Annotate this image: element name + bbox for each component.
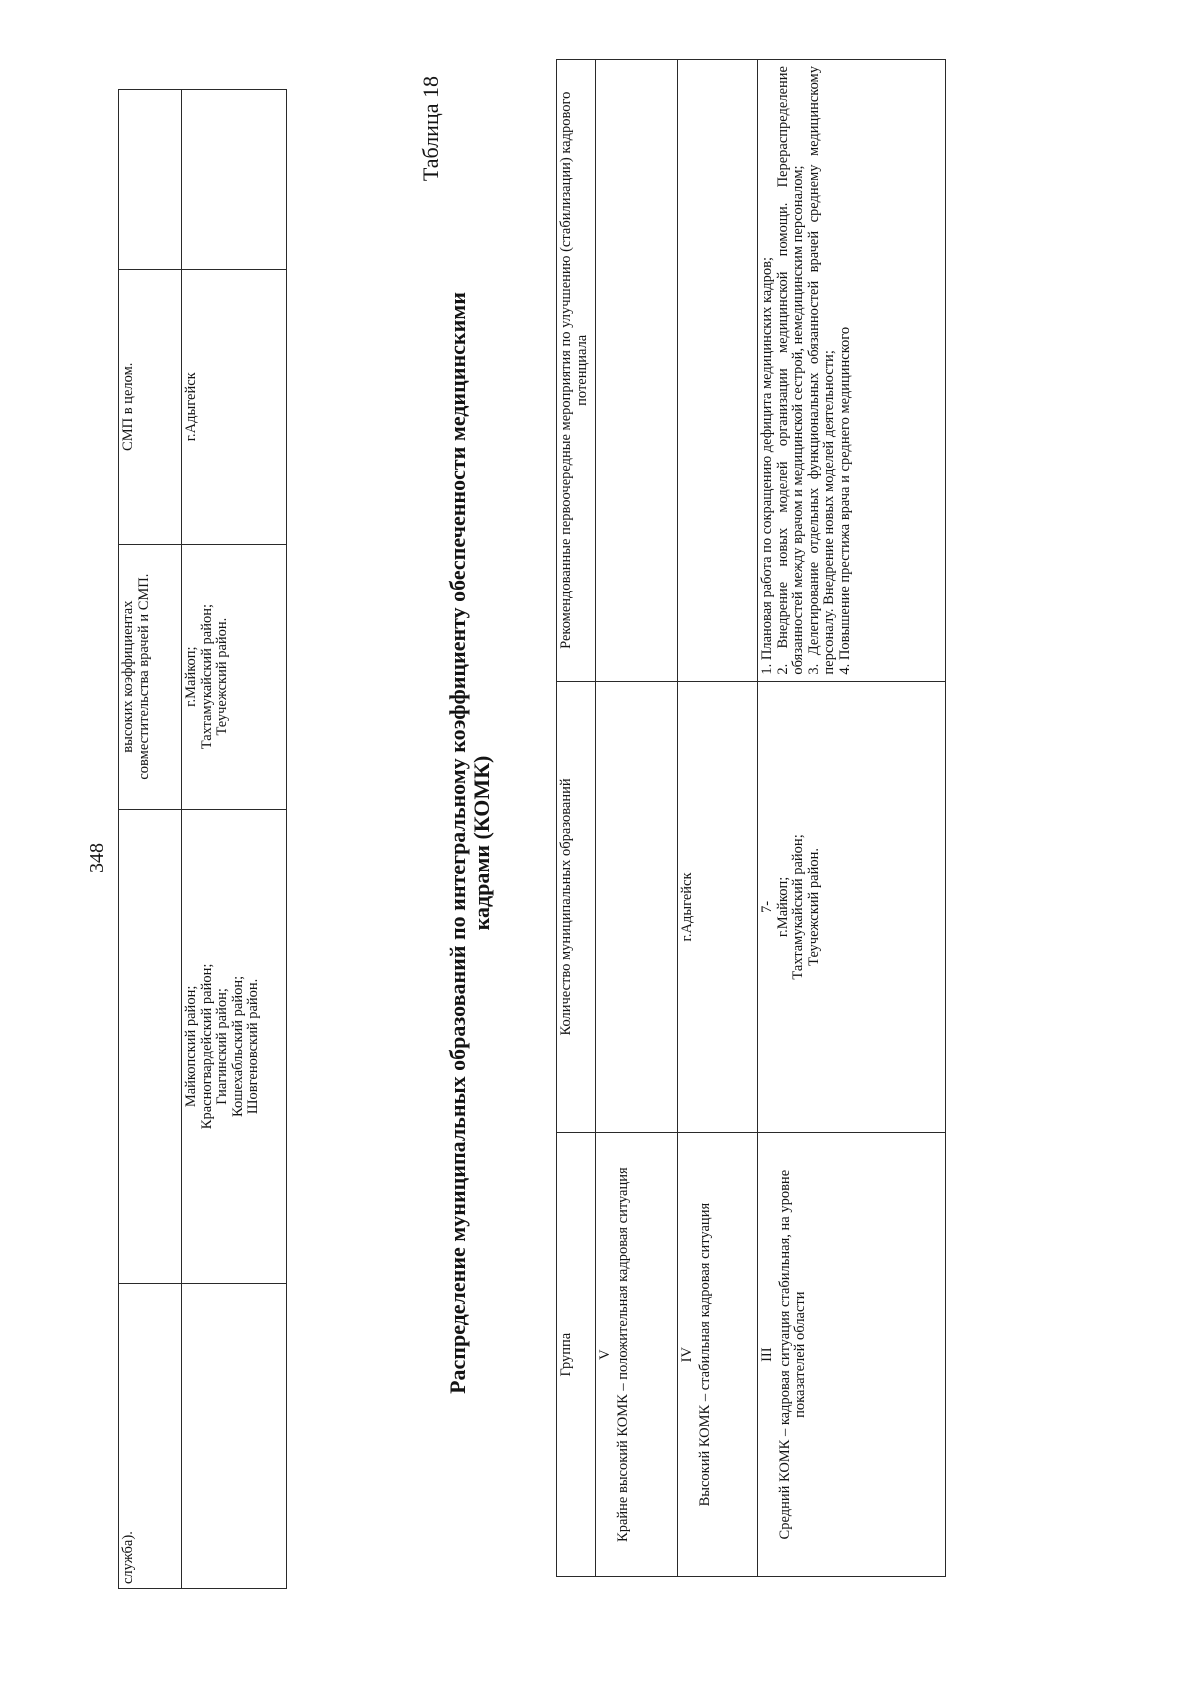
table-cell bbox=[182, 809, 287, 1284]
group-number: IV bbox=[679, 1347, 695, 1363]
district-line: Тахтамукайский район; bbox=[198, 603, 215, 750]
count-line: г.Майкоп; bbox=[774, 876, 791, 938]
group-description: Средний КОМК – кадровая ситуация стабильная, на уровне показателей области bbox=[776, 1169, 808, 1540]
table-cell: СМП в целом. bbox=[119, 269, 182, 544]
table-row bbox=[758, 60, 946, 1577]
district-line: Шовгеновский район. bbox=[245, 978, 261, 1115]
district-line: Красногвардейский район; bbox=[198, 963, 215, 1130]
count-cell bbox=[596, 681, 678, 1133]
measure-item: 1. Плановая работа по сокращению дефицита медицинских кадров; bbox=[759, 257, 775, 675]
group-cell bbox=[678, 1133, 758, 1577]
district-line: Гиагинский район; bbox=[214, 988, 230, 1105]
measure-item: 2. Внедрение новых моделей организации медицинской помощи. Перераспределение обязанностей между врачом и медицинской сестрой, немедицинским персоналом; bbox=[774, 66, 806, 675]
main-table bbox=[556, 59, 946, 1577]
measures-cell bbox=[678, 60, 758, 682]
table-row bbox=[678, 60, 758, 1577]
count-line: Тахтамукайский район; bbox=[790, 834, 806, 980]
table-cell bbox=[119, 90, 182, 270]
count-line: Теучежский район. bbox=[805, 848, 822, 966]
header-measures: Рекомендованные первоочередные мероприятия по улучшению (стабилизации) кадрового потенциала bbox=[557, 60, 596, 682]
table-cell bbox=[119, 809, 182, 1284]
district-line: Теучежский район. bbox=[214, 617, 230, 736]
title-line: Распределение муниципальных образований по интегральному коэффициенту обеспеченности медицинскими bbox=[445, 292, 470, 1394]
district-line: Кошехабльский район; bbox=[229, 975, 246, 1117]
group-description: Высокий КОМК – стабильная кадровая ситуация bbox=[696, 1202, 713, 1507]
table-cell: г.Адыгейск bbox=[182, 269, 287, 544]
group-description: Крайне высокий КОМК – положительная кадровая ситуация bbox=[614, 1167, 631, 1542]
group-number: III bbox=[759, 1347, 775, 1362]
page-number: 348 bbox=[86, 843, 108, 873]
table-row bbox=[119, 90, 182, 1589]
table-row bbox=[182, 90, 287, 1589]
table-cell: высоких коэффициентах совместительства врачей и СМП. bbox=[119, 544, 182, 809]
table-cell bbox=[182, 544, 287, 809]
group-cell bbox=[596, 1133, 678, 1577]
measure-item: 3. Делегирование отдельных функциональных обязанностей врачей среднему медицинскому персоналу. Внедрение новых моделей деятельности; bbox=[805, 66, 837, 675]
count-cell: г.Адыгейск bbox=[678, 681, 758, 1133]
district-line: Майкопский район; bbox=[183, 985, 199, 1108]
count-line: 7- bbox=[759, 900, 775, 913]
table-title bbox=[446, 153, 494, 1533]
table-header-row bbox=[557, 60, 596, 1577]
district-line: г.Майкоп; bbox=[183, 646, 199, 707]
continuation-table bbox=[118, 89, 287, 1589]
header-count: Количество муниципальных образований bbox=[557, 681, 596, 1133]
title-line: кадрами (КОМК) bbox=[469, 755, 494, 931]
table-cell bbox=[182, 1284, 287, 1589]
measures-cell bbox=[596, 60, 678, 682]
table-row bbox=[596, 60, 678, 1577]
measures-cell bbox=[758, 60, 946, 682]
table-caption: Таблица 18 bbox=[418, 76, 443, 182]
group-cell bbox=[758, 1133, 946, 1577]
group-number: V bbox=[597, 1349, 613, 1360]
measure-item: 4. Повышение престижа врача и среднего медицинского bbox=[836, 326, 853, 675]
count-cell bbox=[758, 681, 946, 1133]
table-cell: служба). bbox=[119, 1284, 182, 1589]
header-group: Группа bbox=[557, 1133, 596, 1577]
table-cell bbox=[182, 90, 287, 270]
